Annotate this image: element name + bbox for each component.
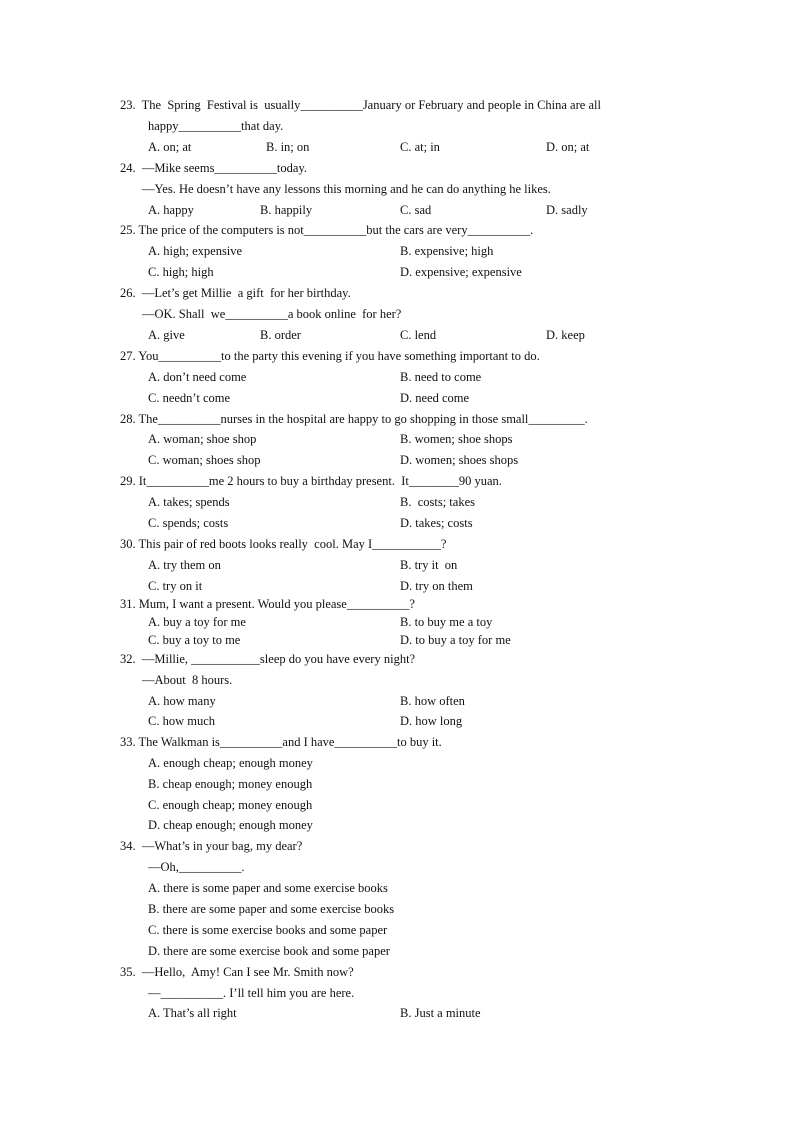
question-23-stem: 23. The Spring Festival is usually__________January or February and people in China are all — [120, 98, 601, 112]
question-31-option-c: C. buy a toy to me — [148, 633, 241, 647]
question-28-option-c: C. woman; shoes shop — [148, 453, 261, 467]
question-29-option-c: C. spends; costs — [148, 516, 229, 530]
question-32-option-c: C. how much — [148, 714, 216, 728]
question-35-stem: 35. —Hello, Amy! Can I see Mr. Smith now? — [120, 965, 354, 979]
question-26-option-a: A. give — [148, 328, 185, 342]
question-25-stem: 25. The price of the computers is not__________but the cars are very__________. — [120, 223, 534, 237]
question-26-option-c: C. lend — [400, 328, 437, 342]
question-23-option-c: C. at; in — [400, 140, 440, 154]
question-28-option-d: D. women; shoes shops — [400, 453, 519, 467]
question-27-option-a: A. don’t need come — [148, 370, 247, 384]
question-24-option-c: C. sad — [400, 203, 432, 217]
question-30-option-d: D. try on them — [400, 579, 473, 593]
question-27-option-c: C. needn’t come — [148, 391, 231, 405]
question-33-option-d: D. cheap enough; enough money — [148, 818, 313, 832]
question-29-option-d: D. takes; costs — [400, 516, 473, 530]
question-33-option-a: A. enough cheap; enough money — [148, 756, 313, 770]
question-28-option-b: B. women; shoe shops — [400, 432, 513, 446]
question-25-option-a: A. high; expensive — [148, 244, 243, 258]
question-35-option-b: B. Just a minute — [400, 1006, 481, 1020]
question-33-stem: 33. The Walkman is__________and I have__________to buy it. — [120, 735, 442, 749]
question-25-option-d: D. expensive; expensive — [400, 265, 522, 279]
question-30-stem: 30. This pair of red boots looks really cool. May I___________? — [120, 537, 447, 551]
question-32-stem: 32. —Millie, ___________sleep do you have every night? — [120, 652, 416, 666]
question-33-option-c: C. enough cheap; money enough — [148, 798, 313, 812]
question-30-option-a: A. try them on — [148, 558, 221, 572]
question-30-option-c: C. try on it — [148, 579, 203, 593]
question-32-option-d: D. how long — [400, 714, 463, 728]
question-28-option-a: A. woman; shoe shop — [148, 432, 257, 446]
question-24-continuation: —Yes. He doesn’t have any lessons this morning and he can do anything he likes. — [142, 182, 551, 196]
question-24-option-a: A. happy — [148, 203, 194, 217]
question-31-option-a: A. buy a toy for me — [148, 615, 246, 629]
question-34-stem: 34. —What’s in your bag, my dear? — [120, 839, 303, 853]
question-29-option-b: B. costs; takes — [400, 495, 475, 509]
question-29-option-a: A. takes; spends — [148, 495, 230, 509]
question-27-stem: 27. You__________to the party this evening if you have something important to do. — [120, 349, 540, 363]
question-26-stem: 26. —Let’s get Millie a gift for her birthday. — [120, 286, 351, 300]
question-34-continuation: —Oh,__________. — [148, 860, 245, 874]
question-24-option-d: D. sadly — [546, 203, 588, 217]
question-27-option-b: B. need to come — [400, 370, 482, 384]
question-23-option-a: A. on; at — [148, 140, 192, 154]
question-24-option-b: B. happily — [260, 203, 313, 217]
question-32-option-b: B. how often — [400, 694, 465, 708]
question-33-option-b: B. cheap enough; money enough — [148, 777, 313, 791]
question-23-option-d: D. on; at — [546, 140, 590, 154]
question-34-option-c: C. there is some exercise books and some paper — [148, 923, 388, 937]
question-25-option-b: B. expensive; high — [400, 244, 494, 258]
question-32-option-a: A. how many — [148, 694, 216, 708]
question-31-option-d: D. to buy a toy for me — [400, 633, 511, 647]
question-23-continuation: happy__________that day. — [148, 119, 284, 133]
question-35-option-a: A. That’s all right — [148, 1006, 237, 1020]
question-34-option-a: A. there is some paper and some exercise books — [148, 881, 388, 895]
question-34-option-b: B. there are some paper and some exercise books — [148, 902, 395, 916]
question-27-option-d: D. need come — [400, 391, 470, 405]
question-26-option-d: D. keep — [546, 328, 585, 342]
question-30-option-b: B. try it on — [400, 558, 458, 572]
question-25-option-c: C. high; high — [148, 265, 214, 279]
question-26-option-b: B. order — [260, 328, 301, 342]
question-34-option-d: D. there are some exercise book and some paper — [148, 944, 390, 958]
question-28-stem: 28. The__________nurses in the hospital are happy to go shopping in those small_________. — [120, 412, 588, 426]
question-26-continuation: —OK. Shall we__________a book online for her? — [142, 307, 402, 321]
question-23-option-b: B. in; on — [266, 140, 310, 154]
question-29-stem: 29. It__________me 2 hours to buy a birthday present. It________90 yuan. — [120, 474, 502, 488]
question-31-option-b: B. to buy me a toy — [400, 615, 493, 629]
question-24-stem: 24. —Mike seems__________today. — [120, 161, 308, 175]
question-31-stem: 31. Mum, I want a present. Would you please__________? — [120, 597, 415, 611]
question-35-continuation: —__________. I’ll tell him you are here. — [148, 986, 355, 1000]
question-32-continuation: —About 8 hours. — [142, 673, 233, 687]
